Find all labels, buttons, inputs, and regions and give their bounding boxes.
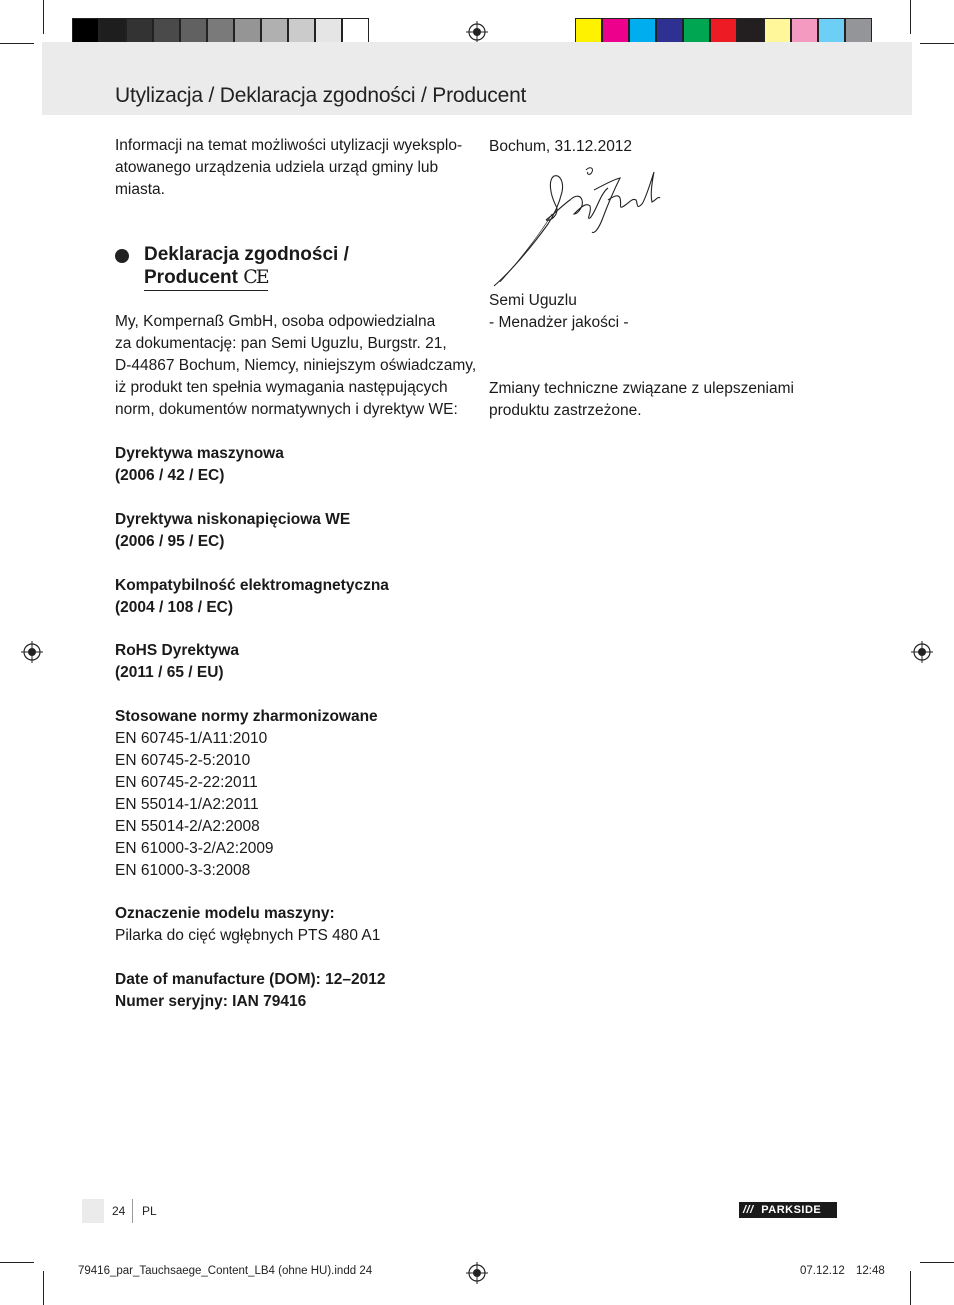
ce-mark-icon: CE — [243, 266, 268, 288]
crop-mark — [0, 1262, 34, 1263]
norm-item: EN 60745-1/A11:2010 — [115, 730, 268, 747]
norm-item: EN 61000-3-3:2008 — [115, 862, 251, 879]
signer-role: - Menadżer jakości - — [489, 314, 629, 331]
intro-line: atowanego urządzenia udziela urząd gminy lub — [115, 159, 439, 176]
directive-code: (2006 / 95 / EC) — [115, 533, 225, 550]
section-title-line-1: Deklaracja zgodności / — [144, 244, 349, 265]
date-of-manufacture: Date of manufacture (DOM): 12–2012 — [115, 971, 386, 988]
page-title: Utylizacja / Deklaracja zgodności / Producent — [115, 84, 527, 107]
norms-heading: Stosowane normy zharmonizowane — [115, 708, 378, 725]
norm-item: EN 60745-2-5:2010 — [115, 752, 251, 769]
print-date: 07.12.12 — [800, 1265, 845, 1277]
place-date: Bochum, 31.12.2012 — [489, 138, 633, 155]
section-title — [144, 243, 349, 291]
print-time: 12:48 — [856, 1265, 885, 1277]
brand-name: PARKSIDE — [761, 1204, 822, 1216]
declaration-line: D-44867 Bochum, Niemcy, niniejszym oświadczamy, — [115, 357, 477, 374]
footer-divider — [132, 1199, 133, 1223]
declaration-line: norm, dokumentów normatywnych i dyrektyw WE: — [115, 401, 458, 418]
model-heading: Oznaczenie modelu maszyny: — [115, 905, 335, 922]
directive-code: (2004 / 108 / EC) — [115, 599, 234, 616]
manufacture-block — [115, 969, 385, 1013]
crop-mark — [43, 0, 44, 34]
language-code: PL — [142, 1204, 157, 1218]
crop-mark — [0, 43, 34, 44]
crop-mark — [910, 0, 911, 34]
changes-notice — [489, 378, 794, 422]
registration-mark-icon — [911, 641, 933, 663]
declaration-line: iż produkt ten spełnia wymagania następujących — [115, 379, 448, 396]
directive-block — [115, 509, 350, 553]
section-title-producent: Producent — [144, 267, 238, 288]
directive-code: (2006 / 42 / EC) — [115, 467, 225, 484]
brand-logo — [739, 1202, 837, 1218]
signer-block — [489, 290, 629, 334]
intro-line: miasta. — [115, 181, 165, 198]
directive-name: Kompatybilność elektromagnetyczna — [115, 577, 389, 594]
norm-item: EN 55014-2/A2:2008 — [115, 818, 260, 835]
norm-item: EN 55014-1/A2:2011 — [115, 796, 259, 813]
norms-block — [115, 706, 378, 882]
model-value: Pilarka do cięć wgłębnych PTS 480 A1 — [115, 927, 381, 944]
signature-image — [490, 164, 665, 290]
directive-name: Dyrektywa maszynowa — [115, 445, 284, 462]
registration-mark-icon — [466, 21, 488, 43]
directive-block — [115, 443, 284, 487]
declaration-paragraph — [115, 311, 480, 421]
serial-number: Numer seryjny: IAN 79416 — [115, 993, 307, 1010]
registration-mark-icon — [21, 641, 43, 663]
registration-mark-icon — [466, 1262, 488, 1284]
intro-line: Informacji na temat możliwości utylizacji wyeksplo- — [115, 137, 463, 154]
crop-mark — [920, 1262, 954, 1263]
crop-mark — [920, 43, 954, 44]
directive-block — [115, 575, 389, 619]
crop-mark — [910, 1271, 911, 1305]
changes-line: produktu zastrzeżone. — [489, 402, 642, 419]
declaration-line: My, Kompernaß GmbH, osoba odpowiedzialna — [115, 313, 436, 330]
page-number-box — [82, 1199, 104, 1223]
crop-mark — [43, 1271, 44, 1305]
directive-name: Dyrektywa niskonapięciowa WE — [115, 511, 351, 528]
norm-item: EN 61000-3-2/A2:2009 — [115, 840, 274, 857]
brand-slashes: /// — [743, 1204, 754, 1216]
directive-block — [115, 640, 239, 684]
section-title-line-2 — [144, 266, 268, 291]
norm-item: EN 60745-2-22:2011 — [115, 774, 258, 791]
signer-name: Semi Uguzlu — [489, 292, 577, 309]
bullet-icon — [115, 249, 129, 263]
file-slug: 79416_par_Tauchsaege_Content_LB4 (ohne HU).indd 24 — [78, 1265, 373, 1277]
page-number: 24 — [112, 1204, 126, 1218]
directive-name: RoHS Dyrektywa — [115, 642, 240, 659]
changes-line: Zmiany techniczne związane z ulepszeniami — [489, 380, 794, 397]
directive-code: (2011 / 65 / EU) — [115, 664, 224, 681]
model-block — [115, 903, 380, 947]
intro-paragraph — [115, 135, 475, 201]
declaration-line: za dokumentację: pan Semi Uguzlu, Burgstr. 21, — [115, 335, 447, 352]
